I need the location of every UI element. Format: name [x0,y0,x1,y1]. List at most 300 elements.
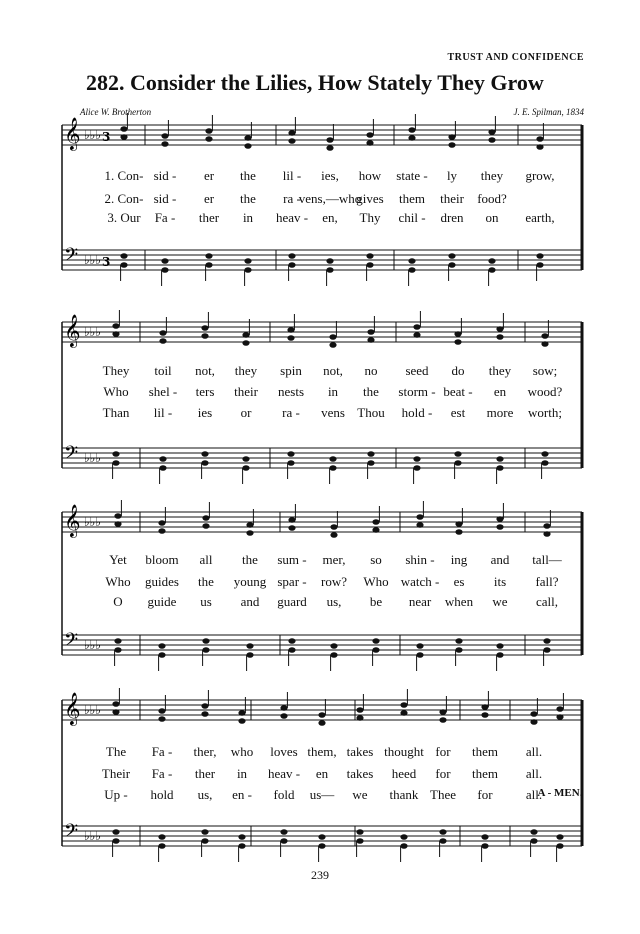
lyric-syllable: be [369,594,383,609]
lyric-syllable: state - [396,168,428,183]
lyric-syllable: grow, [525,168,555,183]
notehead [413,456,420,462]
notehead [543,647,550,653]
lyric-syllable: en [315,766,329,781]
notehead [201,333,208,339]
notehead [413,332,420,338]
treble-clef-icon: 𝄞 [64,314,81,347]
notehead [543,523,550,529]
lyric-syllable: the [363,384,379,399]
notehead [400,834,407,840]
notehead [541,341,548,347]
lyric-syllable: and [240,594,260,609]
key-signature-icon: ♭♭♭ [84,829,101,843]
lyric-syllable: chil - [398,210,426,225]
notehead [454,451,461,457]
lyric-syllable: 1. Con- [104,168,144,183]
lyric-syllable: est [450,405,466,420]
lyric-syllable: Thee [430,787,456,802]
notehead [536,144,543,150]
notehead [201,703,208,709]
lyric-syllable: sid - [153,191,177,206]
notehead [543,531,550,537]
lyric-syllable: all. [525,744,543,759]
notehead [366,253,373,259]
lyric-syllable: us— [309,787,335,802]
lyric-syllable: for [477,787,493,802]
notehead [416,522,423,528]
bass-clef-icon: 𝄢 [64,245,79,270]
notehead [330,532,337,538]
notehead [413,465,420,471]
lyric-syllable: spin [280,363,302,378]
lyric-syllable: for [435,744,451,759]
notehead [158,708,165,714]
notehead [246,522,253,528]
notehead [114,638,121,644]
notehead [408,267,415,273]
lyric-syllable: their [234,384,258,399]
notehead [114,521,121,527]
key-signature-icon: ♭♭♭ [84,703,101,717]
lyric-syllable: sid - [153,168,177,183]
notehead [454,331,461,337]
notehead [330,652,337,658]
lyric-syllable: heav - [275,210,309,225]
lyric-syllable: ther, [193,744,217,759]
notehead [112,460,119,466]
lyric-syllable: thought [384,744,424,759]
notehead [287,335,294,341]
lyric-syllable: ther [198,210,220,225]
notehead [112,838,119,844]
bass-clef-icon: 𝄢 [64,630,79,655]
lyric-syllable: sum - [277,552,307,567]
lyric-syllable: how [358,168,382,183]
lyric-syllable: sow; [532,363,558,378]
notehead [400,702,407,708]
lyric-syllable: Who [105,574,131,589]
notehead [372,519,379,525]
notehead [541,460,548,466]
notehead [448,142,455,148]
lyric-syllable: thank [389,787,419,802]
lyric-syllable: fold [273,787,295,802]
notehead [112,323,119,329]
lyric-syllable: Thou [357,405,385,420]
treble-clef-icon: 𝄞 [64,692,81,725]
notehead [416,652,423,658]
notehead [326,267,333,273]
notehead [280,838,287,844]
lyric-syllable: shin - [405,552,435,567]
notehead [112,451,119,457]
notehead [159,330,166,336]
lyric-syllable: Fa - [151,766,173,781]
notehead [413,324,420,330]
lyric-syllable: guide [147,594,177,609]
notehead [201,460,208,466]
notehead [326,137,333,143]
lyric-syllable: them [472,766,498,781]
lyric-syllable: guides [145,574,179,589]
notehead [366,262,373,268]
section-heading: TRUST AND CONFIDENCE [447,52,584,63]
lyric-syllable: they [480,168,504,183]
lyric-syllable: the [240,191,256,206]
lyric-syllable: no [364,363,378,378]
notehead [356,829,363,835]
lyric-syllable: tall— [532,552,562,567]
notehead [318,712,325,718]
bass-clef-icon: 𝄢 [64,821,79,846]
lyric-syllable: in [236,766,248,781]
time-signature: 3 [102,130,111,144]
lyric-syllable: worth; [528,405,562,420]
lyric-syllable: vens,—who [298,191,362,206]
lyric-syllable: lil - [153,405,173,420]
notehead [201,325,208,331]
notehead [329,334,336,340]
hymn-title: 282. Consider the Lilies, How Stately They Grow [86,70,544,95]
notehead [454,339,461,345]
notehead [287,327,294,333]
notehead [202,515,209,521]
lyric-syllable: Fa - [154,210,176,225]
lyric-syllable: ies, [321,168,339,183]
notehead [246,643,253,649]
notehead [112,331,119,337]
lyric-syllable: all [199,552,213,567]
notehead [158,643,165,649]
notehead [416,643,423,649]
notehead [201,829,208,835]
notehead [244,135,251,141]
lyric-syllable: lil - [282,168,302,183]
notehead [287,451,294,457]
lyric-syllable: mer, [322,552,346,567]
notehead [356,707,363,713]
lyric-syllable: shel - [148,384,178,399]
notehead [400,843,407,849]
notehead [541,451,548,457]
notehead [159,465,166,471]
notehead [448,134,455,140]
lyric-syllable: hold [150,787,174,802]
lyric-syllable: heav - [267,766,301,781]
lyric-syllable: do [451,363,465,378]
lyric-syllable: ther [194,766,216,781]
notehead [556,834,563,840]
notehead [159,338,166,344]
lyric-syllable: er [203,191,215,206]
lyric-syllable: them [399,191,425,206]
notehead [408,127,415,133]
lyric-syllable: more [486,405,514,420]
lyric-syllable: they [488,363,512,378]
notehead [205,128,212,134]
notehead [530,719,537,725]
lyric-syllable: takes [346,744,374,759]
lyric-syllable: row? [321,574,347,589]
notehead [455,529,462,535]
notehead [238,718,245,724]
lyric-syllable: ly [446,168,458,183]
notehead [496,524,503,530]
notehead [496,652,503,658]
lyric-syllable: 3. Our [107,210,141,225]
notehead [541,333,548,339]
lyric-syllable: 2. Con- [104,191,144,206]
treble-clef-icon: 𝄞 [64,117,81,150]
notehead [530,829,537,835]
notehead [356,838,363,844]
notehead [329,456,336,462]
notehead [488,129,495,135]
notehead [246,652,253,658]
lyric-syllable: wood? [527,384,563,399]
lyric-syllable: They [102,363,130,378]
notehead [543,638,550,644]
lyric-syllable: who [230,744,254,759]
bass-clef-icon: 𝄢 [64,443,79,468]
lyric-syllable: bloom [145,552,179,567]
lyric-syllable: guard [277,594,307,609]
notehead [205,253,212,259]
notehead [330,643,337,649]
notehead [158,716,165,722]
notehead [242,340,249,346]
lyric-syllable: in [242,210,254,225]
lyric-syllable: we [492,594,508,609]
lyric-syllable: takes [346,766,374,781]
lyric-syllable: heed [391,766,417,781]
lyric-syllable: near [408,594,432,609]
lyric-syllable: Who [103,384,129,399]
notehead [201,711,208,717]
notehead [287,460,294,466]
lyric-syllable: not, [323,363,343,378]
notehead [455,647,462,653]
notehead [158,652,165,658]
notehead [496,516,503,522]
notehead [288,525,295,531]
lyric-syllable: es [453,574,465,589]
key-signature-icon: ♭♭♭ [84,515,101,529]
lyric-syllable: Who [363,574,389,589]
notehead [488,258,495,264]
notehead [244,143,251,149]
page-number: 239 [311,868,329,882]
lyric-syllable: fall? [535,574,559,589]
lyric-syllable: ra - [282,405,300,420]
notehead [318,843,325,849]
notehead [238,710,245,716]
lyric-syllable: in [327,384,339,399]
lyric-syllable: us, [326,594,342,609]
lyric-syllable: vens [321,405,345,420]
notehead [481,712,488,718]
key-signature-icon: ♭♭♭ [84,451,101,465]
notehead [238,834,245,840]
notehead [481,704,488,710]
notehead [366,140,373,146]
composer-credit: J. E. Spilman, 1834 [513,107,584,117]
lyric-syllable: we [352,787,368,802]
notehead [536,253,543,259]
notehead [481,843,488,849]
notehead [120,126,127,132]
notehead [159,456,166,462]
notehead [288,262,295,268]
notehead [280,705,287,711]
notehead [288,647,295,653]
lyric-syllable: young [233,574,267,589]
notehead [481,834,488,840]
lyric-syllable: dren [440,210,464,225]
lyric-syllable: watch - [400,574,440,589]
notehead [367,337,374,343]
notehead [367,460,374,466]
notehead [408,258,415,264]
lyric-syllable: them [472,744,498,759]
notehead [372,527,379,533]
lyric-syllable: ters [195,384,215,399]
lyric-syllable: ing [450,552,468,567]
lyric-syllable: en [493,384,507,399]
notehead [372,647,379,653]
notehead [330,524,337,530]
lyric-syllable: en - [232,787,252,802]
notehead [367,329,374,335]
notehead [439,709,446,715]
lyric-syllable: spar - [277,574,307,589]
notehead [244,258,251,264]
lyric-syllable: Up - [104,787,128,802]
notehead [448,262,455,268]
notehead [205,262,212,268]
notehead [496,334,503,340]
lyric-syllable: call, [535,594,559,609]
notehead [439,717,446,723]
notehead [201,451,208,457]
notehead [280,713,287,719]
notehead [201,838,208,844]
lyric-syllable: or [240,405,252,420]
lyric-syllable: O [113,594,123,609]
notehead [158,520,165,526]
lyric-syllable: their [440,191,464,206]
notehead [488,137,495,143]
notehead [536,136,543,142]
notehead [161,267,168,273]
notehead [120,262,127,268]
notehead [246,530,253,536]
lyric-syllable: its [493,574,507,589]
notehead [496,456,503,462]
lyric-syllable: so [370,552,382,567]
notehead [288,253,295,259]
lyric-syllable: beat - [443,384,473,399]
author-credit: Alice W. Brotherton [80,107,152,117]
lyric-syllable: them, [307,744,337,759]
notehead [120,134,127,140]
time-signature: 3 [102,255,111,269]
notehead [496,326,503,332]
notehead [280,829,287,835]
notehead [536,262,543,268]
lyric-syllable: hold - [401,405,433,420]
notehead [408,135,415,141]
lyric-syllable: not, [195,363,215,378]
notehead [158,528,165,534]
lyric-syllable: food? [477,191,507,206]
notehead [202,638,209,644]
notehead [329,342,336,348]
lyric-syllable: nests [278,384,304,399]
notehead [242,465,249,471]
notehead [112,701,119,707]
lyric-syllable: for [435,766,451,781]
key-signature-icon: ♭♭♭ [84,128,101,142]
lyric-syllable: ra - [283,191,301,206]
notehead [439,838,446,844]
notehead [496,465,503,471]
notehead [112,829,119,835]
lyric-syllable: earth, [525,210,555,225]
key-signature-icon: ♭♭♭ [84,325,101,339]
lyric-syllable: us [200,594,212,609]
notehead [556,714,563,720]
notehead [366,132,373,138]
lyric-syllable: toil [154,363,172,378]
notehead [496,643,503,649]
notehead [356,715,363,721]
notehead [488,267,495,273]
key-signature-icon: ♭♭♭ [84,253,101,267]
notehead [202,523,209,529]
lyric-syllable: loves [270,744,298,759]
notehead [288,138,295,144]
notehead [161,133,168,139]
notehead [455,638,462,644]
lyric-syllable: when [444,594,474,609]
lyric-syllable: on [485,210,499,225]
notehead [114,647,121,653]
notehead [556,843,563,849]
notehead [288,130,295,136]
notehead [326,258,333,264]
lyric-syllable: they [234,363,258,378]
notehead [556,706,563,712]
lyric-syllable: er [203,168,215,183]
notehead [454,460,461,466]
notehead [205,136,212,142]
treble-clef-icon: 𝄞 [64,504,81,537]
lyric-syllable: Than [102,405,130,420]
lyric-syllable: Fa - [151,744,173,759]
lyric-syllable: all. [525,766,543,781]
lyric-syllable: the [198,574,214,589]
notehead [439,829,446,835]
notehead [400,710,407,716]
notehead [238,843,245,849]
notehead [114,513,121,519]
notehead [112,709,119,715]
lyric-syllable: storm - [398,384,436,399]
notehead [288,638,295,644]
lyric-syllable: A - MEN. [537,787,583,799]
